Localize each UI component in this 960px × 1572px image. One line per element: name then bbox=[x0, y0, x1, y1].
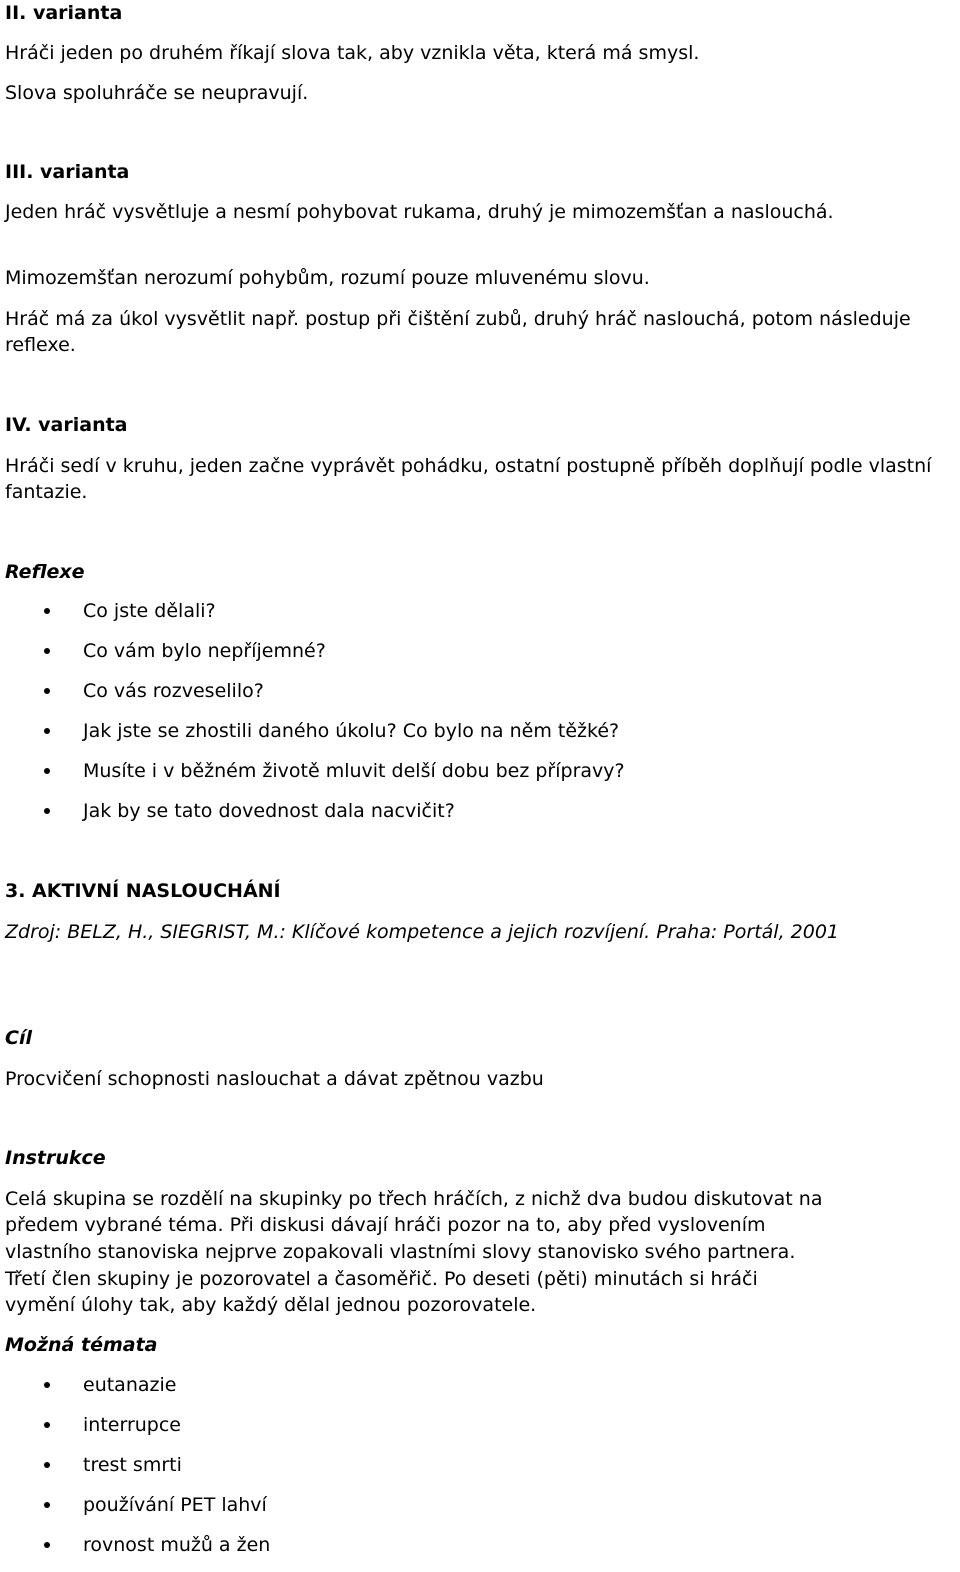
list-item-text: Co vás rozveselilo? bbox=[83, 680, 264, 702]
bullet-icon bbox=[44, 688, 50, 694]
variant4-paragraph: Hráči sedí v kruhu, jeden začne vyprávět pohádku, ostatní postupně příběh doplňují podle vlastní fantazie. bbox=[5, 455, 932, 503]
list-item-text: interrupce bbox=[83, 1414, 181, 1436]
bullet-icon bbox=[44, 1462, 50, 1468]
bullet-icon bbox=[44, 768, 50, 774]
cil-heading: Cíl bbox=[5, 1027, 32, 1049]
bullet-icon bbox=[44, 728, 50, 734]
variant4-heading: IV. varianta bbox=[5, 414, 128, 436]
list-item-text: Co vám bylo nepříjemné? bbox=[83, 640, 326, 662]
cil-text: Procvičení schopnosti naslouchat a dávat zpětnou vazbu bbox=[5, 1068, 544, 1090]
temata-heading: Možná témata bbox=[5, 1334, 158, 1356]
bullet-icon bbox=[44, 1422, 50, 1428]
variant3-paragraph-3: Hráč má za úkol vysvětlit např. postup při čištění zubů, druhý hráč naslouchá, potom následuje reflexe. bbox=[5, 308, 911, 356]
variant3-paragraph-1: Jeden hráč vysvětluje a nesmí pohybovat rukama, druhý je mimozemšťan a naslouchá. bbox=[5, 201, 834, 223]
bullet-icon bbox=[44, 1502, 50, 1508]
list-item-text: Co jste dělali? bbox=[83, 600, 216, 622]
list-item-text: rovnost mužů a žen bbox=[83, 1534, 271, 1556]
list-item-text: trest smrti bbox=[83, 1454, 182, 1476]
variant3-heading: III. varianta bbox=[5, 161, 130, 183]
instrukce-line-1: Celá skupina se rozdělí na skupinky po třech hráčích, z nichž dva budou diskutovat na bbox=[5, 1188, 823, 1210]
variant3-line-2: Mimozemšťan nerozumí pohybům, rozumí pouze mluvenému slovu. bbox=[5, 267, 650, 289]
bullet-icon bbox=[44, 808, 50, 814]
list-item-text: Musíte i v běžném životě mluvit delší dobu bez přípravy? bbox=[83, 760, 625, 782]
reflexe-heading: Reflexe bbox=[5, 561, 85, 583]
section3-heading: 3. AKTIVNÍ NASLOUCHÁNÍ bbox=[5, 880, 281, 902]
instrukce-line-5: vymění úlohy tak, aby každý dělal jednou pozorovatele. bbox=[5, 1294, 537, 1316]
instrukce-line-3: vlastního stanoviska nejprve zopakovali vlastními slovy stanovisko svého partnera. bbox=[5, 1241, 796, 1263]
bullet-icon bbox=[44, 608, 50, 614]
list-item-text: eutanazie bbox=[83, 1374, 177, 1396]
instrukce-line-4: Třetí člen skupiny je pozorovatel a časoměřič. Po deseti (pěti) minutách si hráči bbox=[5, 1268, 758, 1290]
list-item-text: Jak by se tato dovednost dala nacvičit? bbox=[83, 800, 455, 822]
section3-source: Zdroj: BELZ, H., SIEGRIST, M.: Klíčové kompetence a jejich rozvíjení. Praha: Portál, 2001 bbox=[5, 921, 839, 943]
bullet-icon bbox=[44, 1382, 50, 1388]
list-item-text: používání PET lahví bbox=[83, 1494, 267, 1516]
bullet-icon bbox=[44, 648, 50, 654]
instrukce-heading: Instrukce bbox=[5, 1147, 106, 1169]
list-item-text: Jak jste se zhostili daného úkolu? Co bylo na něm těžké? bbox=[83, 720, 620, 742]
bullet-icon bbox=[44, 1542, 50, 1548]
instrukce-line-2: předem vybrané téma. Při diskusi dávají hráči pozor na to, aby před vyslovením bbox=[5, 1214, 766, 1236]
variant2-heading: II. varianta bbox=[5, 2, 123, 24]
variant2-line-1: Hráči jeden po druhém říkají slova tak, aby vznikla věta, která má smysl. bbox=[5, 42, 700, 64]
variant2-line-2: Slova spoluhráče se neupravují. bbox=[5, 82, 309, 104]
